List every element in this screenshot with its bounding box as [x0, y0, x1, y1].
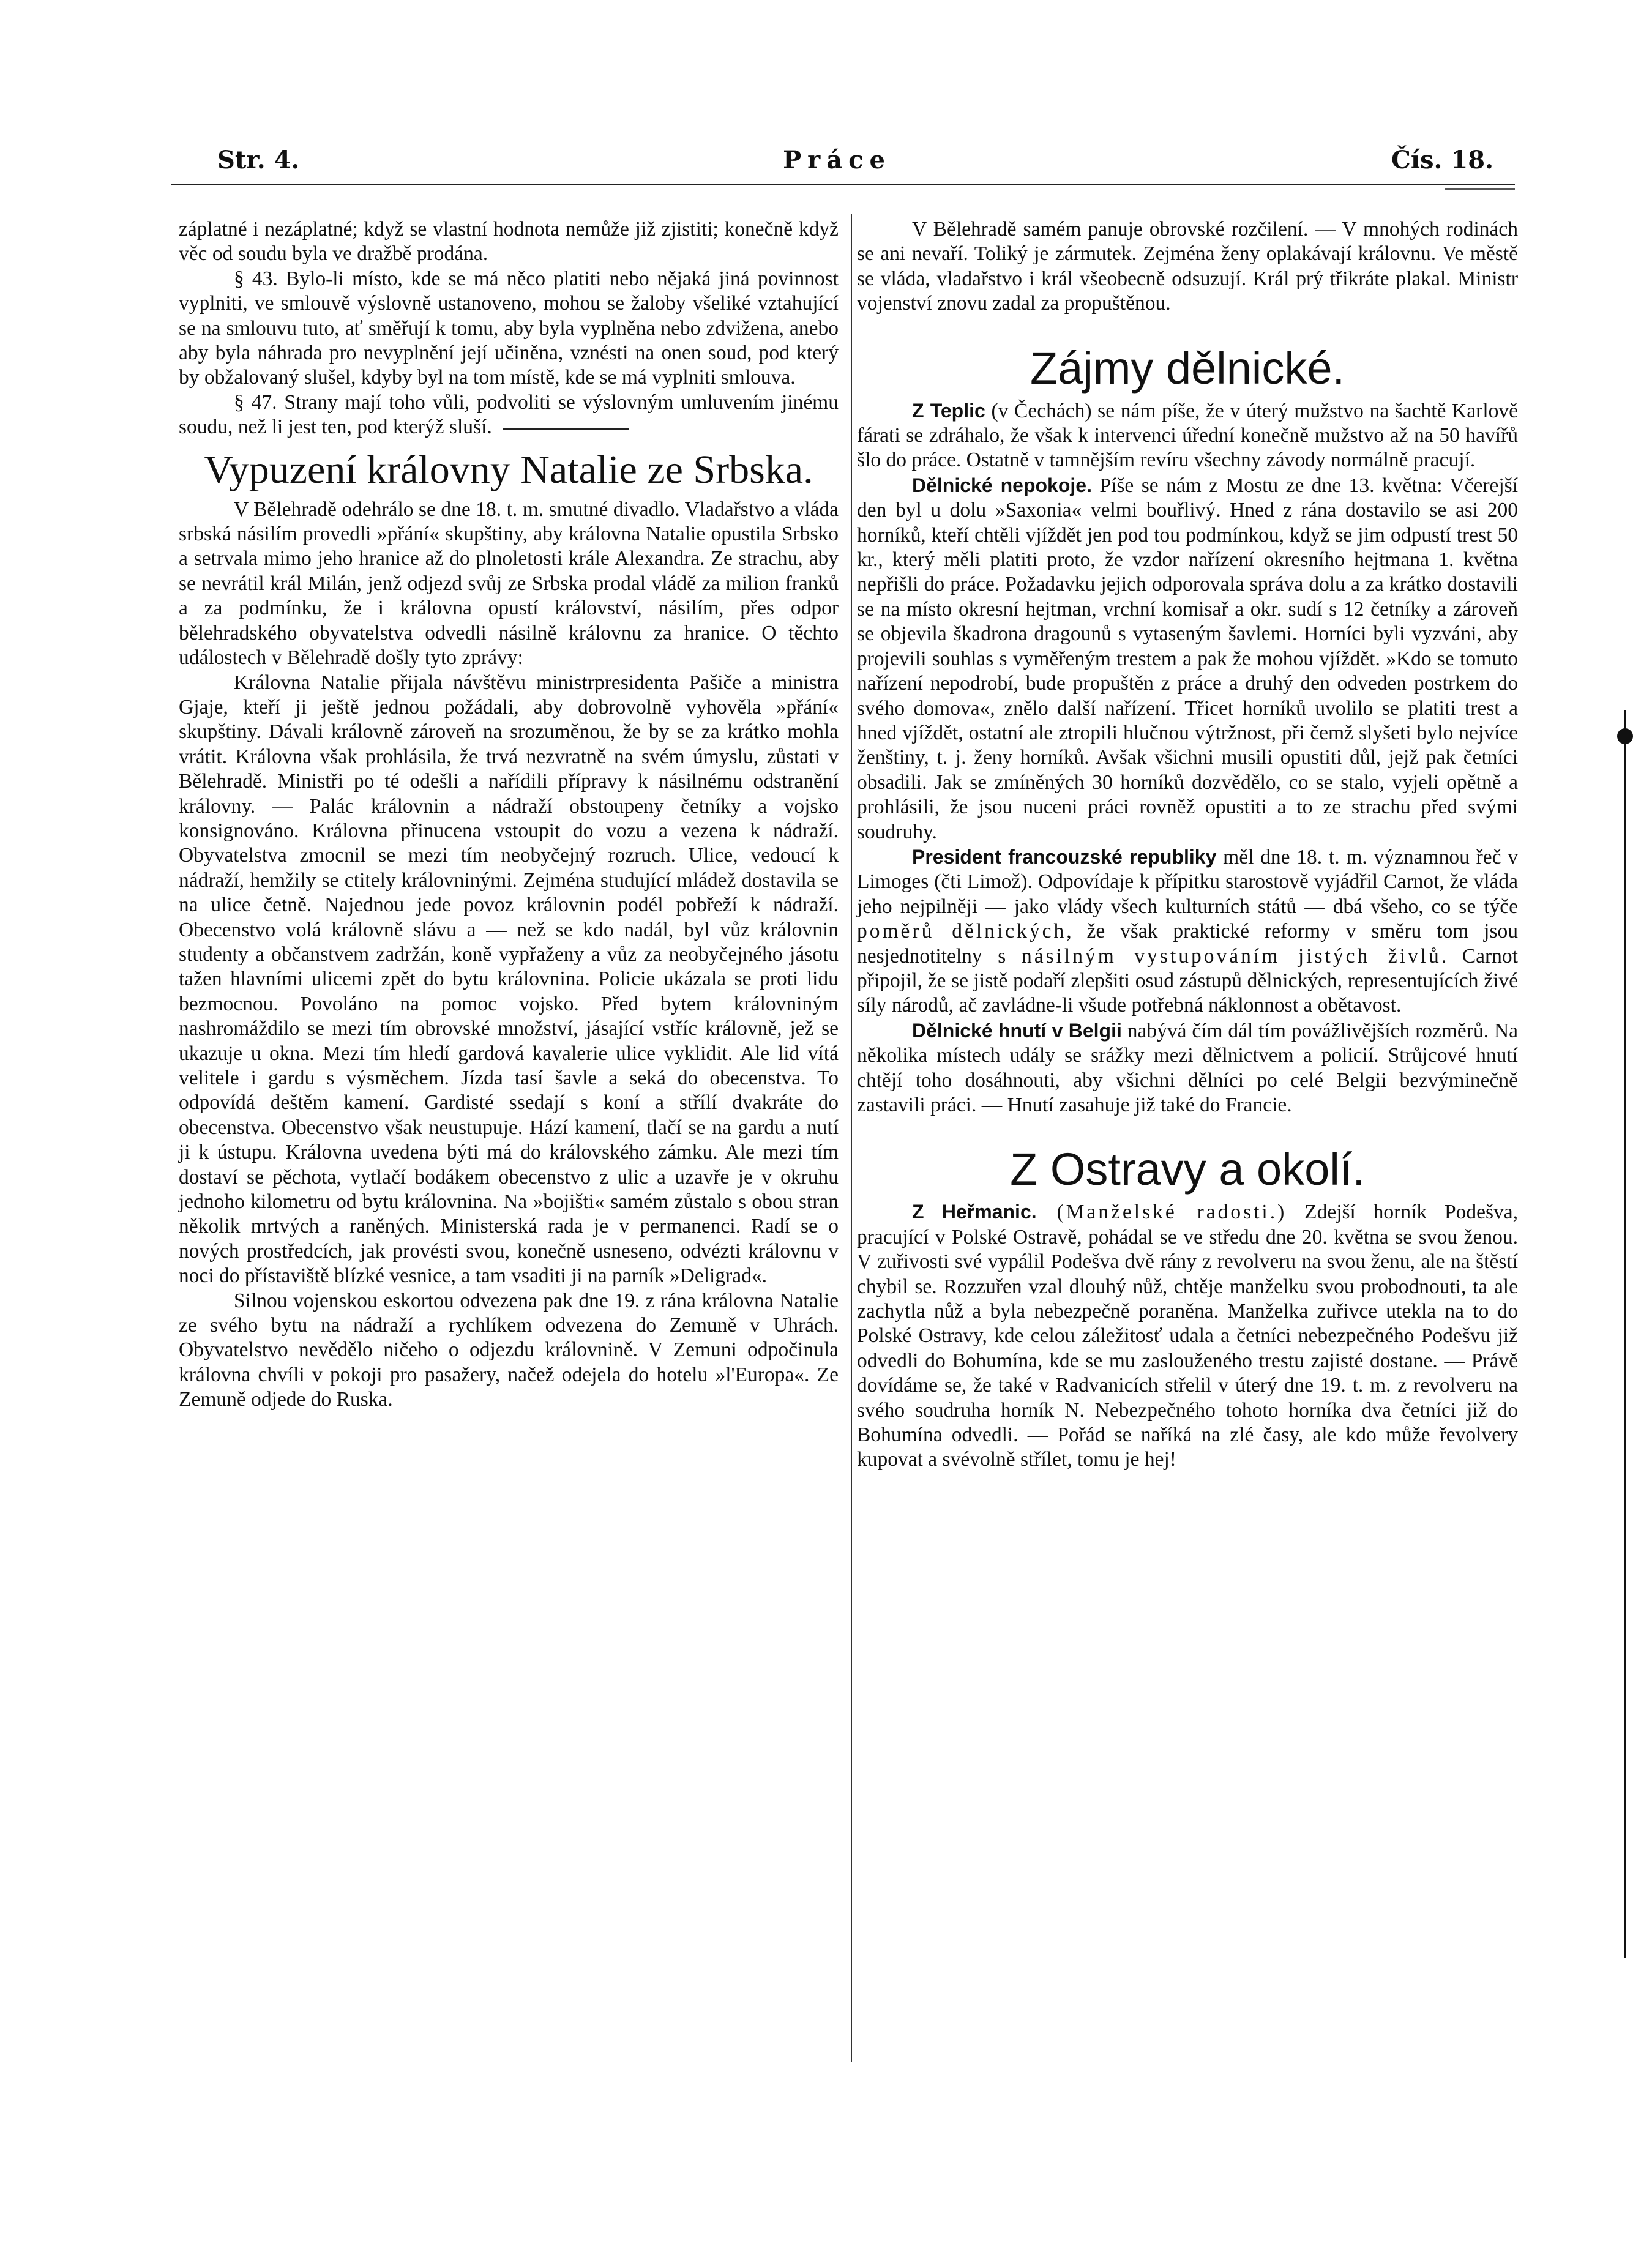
binding-hole-mark [1617, 728, 1633, 744]
page-number: Str. 4. [217, 146, 300, 174]
news-lead: Dělnické nepokoje. [912, 474, 1092, 496]
news-president [857, 845, 1518, 1018]
law-section-47-text: § 47. Strany mají toho vůli, podvoliti se výslovným umluvením jinému soudu, než li jest ten, pod kterýž sluší. [179, 390, 839, 439]
article-title-natalie: Vypuzení královny Natalie ze Srbska. [204, 447, 813, 492]
section-title-labor: Zájmy dělnické. [1030, 342, 1345, 394]
news-text: Zdejší horník Podešva, pracující v Polské Ostravě, pohádal se ve středu dne 20. května se svou ženou. V zuřivosti své vypálil Podešva dvě rány z revolveru na svou ženu, ale na štěstí chybil se. Rozzuřen vzal dlouhý nůž, chtěje manželku svou probodnouti, ta ale zachytla nůž a byla nebezpečně poraněna. Manželka zuřivce utekla na to do Polské Ostravy, kde celou záležitosť udala a četníci nebezpečného Podešvu již odvedli do Bohumína, kde se mu zaslouženého trestu zajisté dostane. — Právě dovídáme se, že také v Radvanicích střelil v úterý dne 19. t. m. z revolveru na svého soudruha horník N. Nebezpečného tohoto horníka dva četníci již do Bohumína odvedli. — Pořád se naříká na zlé časy, ale kdo může řevolvery kupovat a svévolně střílet, tomu je hej! [857, 1201, 1519, 1471]
article-paragraph: V Bělehradě odehrálo se dne 18. t. m. smutné divadlo. Vladařstvo a vláda srbská násilím provedli »přání« skupštiny, aby královna Natalie opustila Srbsko a setrvala mimo jeho hranice až do plnoletosti krále Alexandra. Ze strachu, aby se nevrátil král Milán, jenž odjezd svůj ze Srbska prodal vládě za milion franků a za podmínku, že i královna opustí království, násilím, přes odpor bělehradského obyvatelstva odvedli násilně královnu za hranice. O těchto událostech v Bělehradě došly tyto zprávy: [179, 498, 839, 670]
section-end-rule [503, 428, 629, 430]
news-text: (v Čechách) se nám píše, že v úterý mužstvo na šachtě Karlově fárati se zdráhalo, že však k intervenci úřední konečně mužstvo až na 50 havířů šlo do práce. Ostatně v tamnějším revíru všechny závody normálně pracují. [857, 399, 1518, 472]
news-text: měl dne 18. t. m. významnou řeč v Limoges (čti Limož). Odpovídaje k přípitku starostově vyjádřil Carnot, že vláda jeho nejpilněji — jako vlády všech kulturních států — dbá všeho, co se týče [857, 845, 1519, 918]
news-teplice [857, 398, 1518, 473]
law-text-continuation: záplatné i nezáplatné; když se vlastní hodnota nemůže již zjistiti; konečně když věc od soudu byla ve dražbě prodána. [179, 218, 839, 266]
law-section-43: § 43. Bylo-li místo, kde se má něco platiti nebo nějaká jiná povinnost vyplniti, ve smlouvě výslovně ustanoveno, mohou se žaloby všeliké vztahující se na smlouvu tuto, ať směřují k tomu, aby byla vyplněna nebo zdvižena, anebo aby byla náhrada pro nevyplnění její učiněna, vznésti na onen soud, pod který by obžalovaný slušel, kdyby byl na tom místě, kde se má vyplniti smlouva. [179, 267, 839, 389]
issue-number: Čís. 18. [1391, 146, 1493, 174]
news-lead: Z Heřmanic. [912, 1201, 1037, 1223]
right-column [857, 217, 1518, 1472]
news-unrest [857, 473, 1518, 845]
news-subhead-spaced: (Manželské radosti.) [1036, 1201, 1287, 1224]
belgrade-continuation: V Bělehradě samém panuje obrovské rozčilení. — V mnohých rodinách se ani nevaří. Toliký je zármutek. Zejména ženy oplakávají královnu. Ve městě se vláda, vladařstvo i král všeobecně odsuzují. Král prý třikráte plakal. Ministr vojenství znovu zadal za propuštěnou. [857, 218, 1518, 315]
left-column [179, 217, 839, 1412]
news-text: , že však praktické reformy v směru tom jsou nesjednotitelny s [857, 920, 1518, 968]
page-header [181, 146, 1493, 181]
section-title-ostrava: Z Ostravy a okolí. [1010, 1144, 1365, 1195]
law-section-47 [179, 390, 839, 440]
article-paragraph: Královna Natalie přijala návštěvu ministrpresidenta Pašiče a ministra Gjaje, kteří ji ještě jednou požádali, aby dobrovolně vyhověla »přání« skupštiny. Dávali královně zároveň na srozuměnou, že by se za krátko mohla vrátit. Královna však prohlásila, že trvá nezvratně na svém úmyslu, zůstati v Bělehradě. Ministři po té odešli a nařídili přípravy k násilnému odstranění královny. — Palác královnin a nádraží obstoupeny četníky a vojsko konsignováno. Královna přinucena vstoupit do vozu a vezena k nádraží. Obyvatelstva zmocnil se mezi tím neobyčejný rozruch. Ulice, vedoucí k nádraží, hemžily se ctitely královninými. Zejména studující mládež dostavila se na ulice četně. Najednou jede povoz královnin podél pobřeží k nádraží. Obecenstvo volá královně slávu a — než se kdo nadál, byl vůz královnin studenty a občanstvem zadržán, koně vypřaženy a vůz za neobyčejného jásotu tažen hlavními ulicemi zpět do bytu královnina. Policie ukázala se proti lidu bezmocnou. Povoláno na pomoc vojsko. Před bytem královniným nashromáždilo se mezi tím obrovské množství, jásající vstříc královně, jež se ukazuje u okna. Mezi tím hledí gardová kavalerie ulice vyklidit. Ale lid vítá velitele i gardu s výsměchem. Jízda tasí šavle a seká do obecenstva. To odpovídá deštěm kamení. Gardisté ssedají s koní a střílí dvakráte do obecenstva. Obecenstvo však neustupuje. Hází kamení, tlačí se na gardu a nutí ji k ústupu. Královna uvedena býti má do královského zámku. Ale mezi tím dostaví se pěchota, vytlačí bodákem obecenstvo z ulic a uzavře je v okruhu jednoho kilometru od bytu královnina. Na »bojišti« samém zůstalo s obou stran několik mrtvých a raněných. Ministerská rada je v permanenci. Radí se o nových prostředcích, jak provésti svou, konečně usneseno, odvézti královnu v noci do přístaviště blízké vesnice, a tam vsaditi ji na parník »Deligrad«. [179, 671, 839, 1288]
news-lead: Z Teplic [912, 399, 985, 422]
binding-margin-line [1624, 710, 1626, 1958]
news-belgium [857, 1018, 1518, 1118]
news-lead: Dělnické hnutí v Belgii [912, 1019, 1122, 1042]
column-divider [851, 214, 852, 2062]
header-rule-secondary [1445, 188, 1515, 190]
masthead-title: Práce [783, 146, 891, 174]
news-lead: President francouzské republiky [912, 845, 1217, 868]
news-text-spaced: násilným vystupováním jistých živlů [1021, 944, 1441, 968]
news-text-spaced: poměrů dělnických [857, 920, 1067, 943]
news-text: nabývá čím dál tím povážlivějších rozměrů. Na několika místech udály se srážky mezi dělnictvem a policií. Strůjcové hnutí chtějí toho dosáhnouti, aby všichni dělníci po celé Belgii bezvýminečně zastavili práci. — Hnutí zasahuje již také do Francie. [857, 1019, 1519, 1116]
news-text: . Carnot připojil, že se jistě podaří zlepšiti osud zástupů dělnických, representujících živé síly národů, ač zavládne-li všude potřebná náklonnost a obětavost. [857, 944, 1518, 1017]
article-paragraph: Silnou vojenskou eskortou odvezena pak dne 19. z rána královna Natalie ze svého bytu na nádraží a rychlíkem odvezena do Zemuně v Uhrách. Obyvatelstvo nevědělo ničeho o odjezdu královnině. V Zemuni odpočinula královna chvíli v pokoji pro pasažery, načež odejela do hotelu »l'Europa«. Ze Zemuně odjede do Ruska. [179, 1289, 839, 1411]
header-rule [171, 184, 1515, 185]
news-hermanice [857, 1200, 1518, 1472]
news-text: Píše se nám z Mostu ze dne 13. května: Včerejší den byl u dolu »Saxonia« velmi bouřlivý. Hned z rána dostavilo se asi 200 horníků, kteří chtěli vjíždět jen pod tou podmínkou, když se jim odpustí trest 50 kr., který měli platiti proto, že vzdor nařízení okresního hejtmana 1. května nepřišli do práce. Požadavku jejich odporovala správa dolu a za krátko dostavili se na místo okresní hejtman, vrchní komisař a okr. sudí s 12 četníky a zároveň se objevila škadrona dragounů s vytaseným šavlemi. Horníci byli vyzváni, aby projevili souhlas s vyměřeným trestem a pak že mohou vjíždět. »Kdo se tomuto nařízení nepodrobí, bude propuštěn z práce a druhý den odveden postrkem do svého domova«, znělo další nařízení. Třicet horníků uvolilo se platiti trest a hned vjíždět, ostatní ale ztropili hlučnou výtržnost, při čemž slyšeti bylo nejvíce ženštiny, t. j. ženy horníků. Avšak všichni musili opustiti důl, jejž pak četníci obsadili. Jak se zmíněných 30 horníků dozvědělo, co se stalo, vyjeli opětně a prohlásili, že jsou nuceni práci rovněž opustiti a to ze strachu před svými soudruhy. [857, 474, 1518, 843]
